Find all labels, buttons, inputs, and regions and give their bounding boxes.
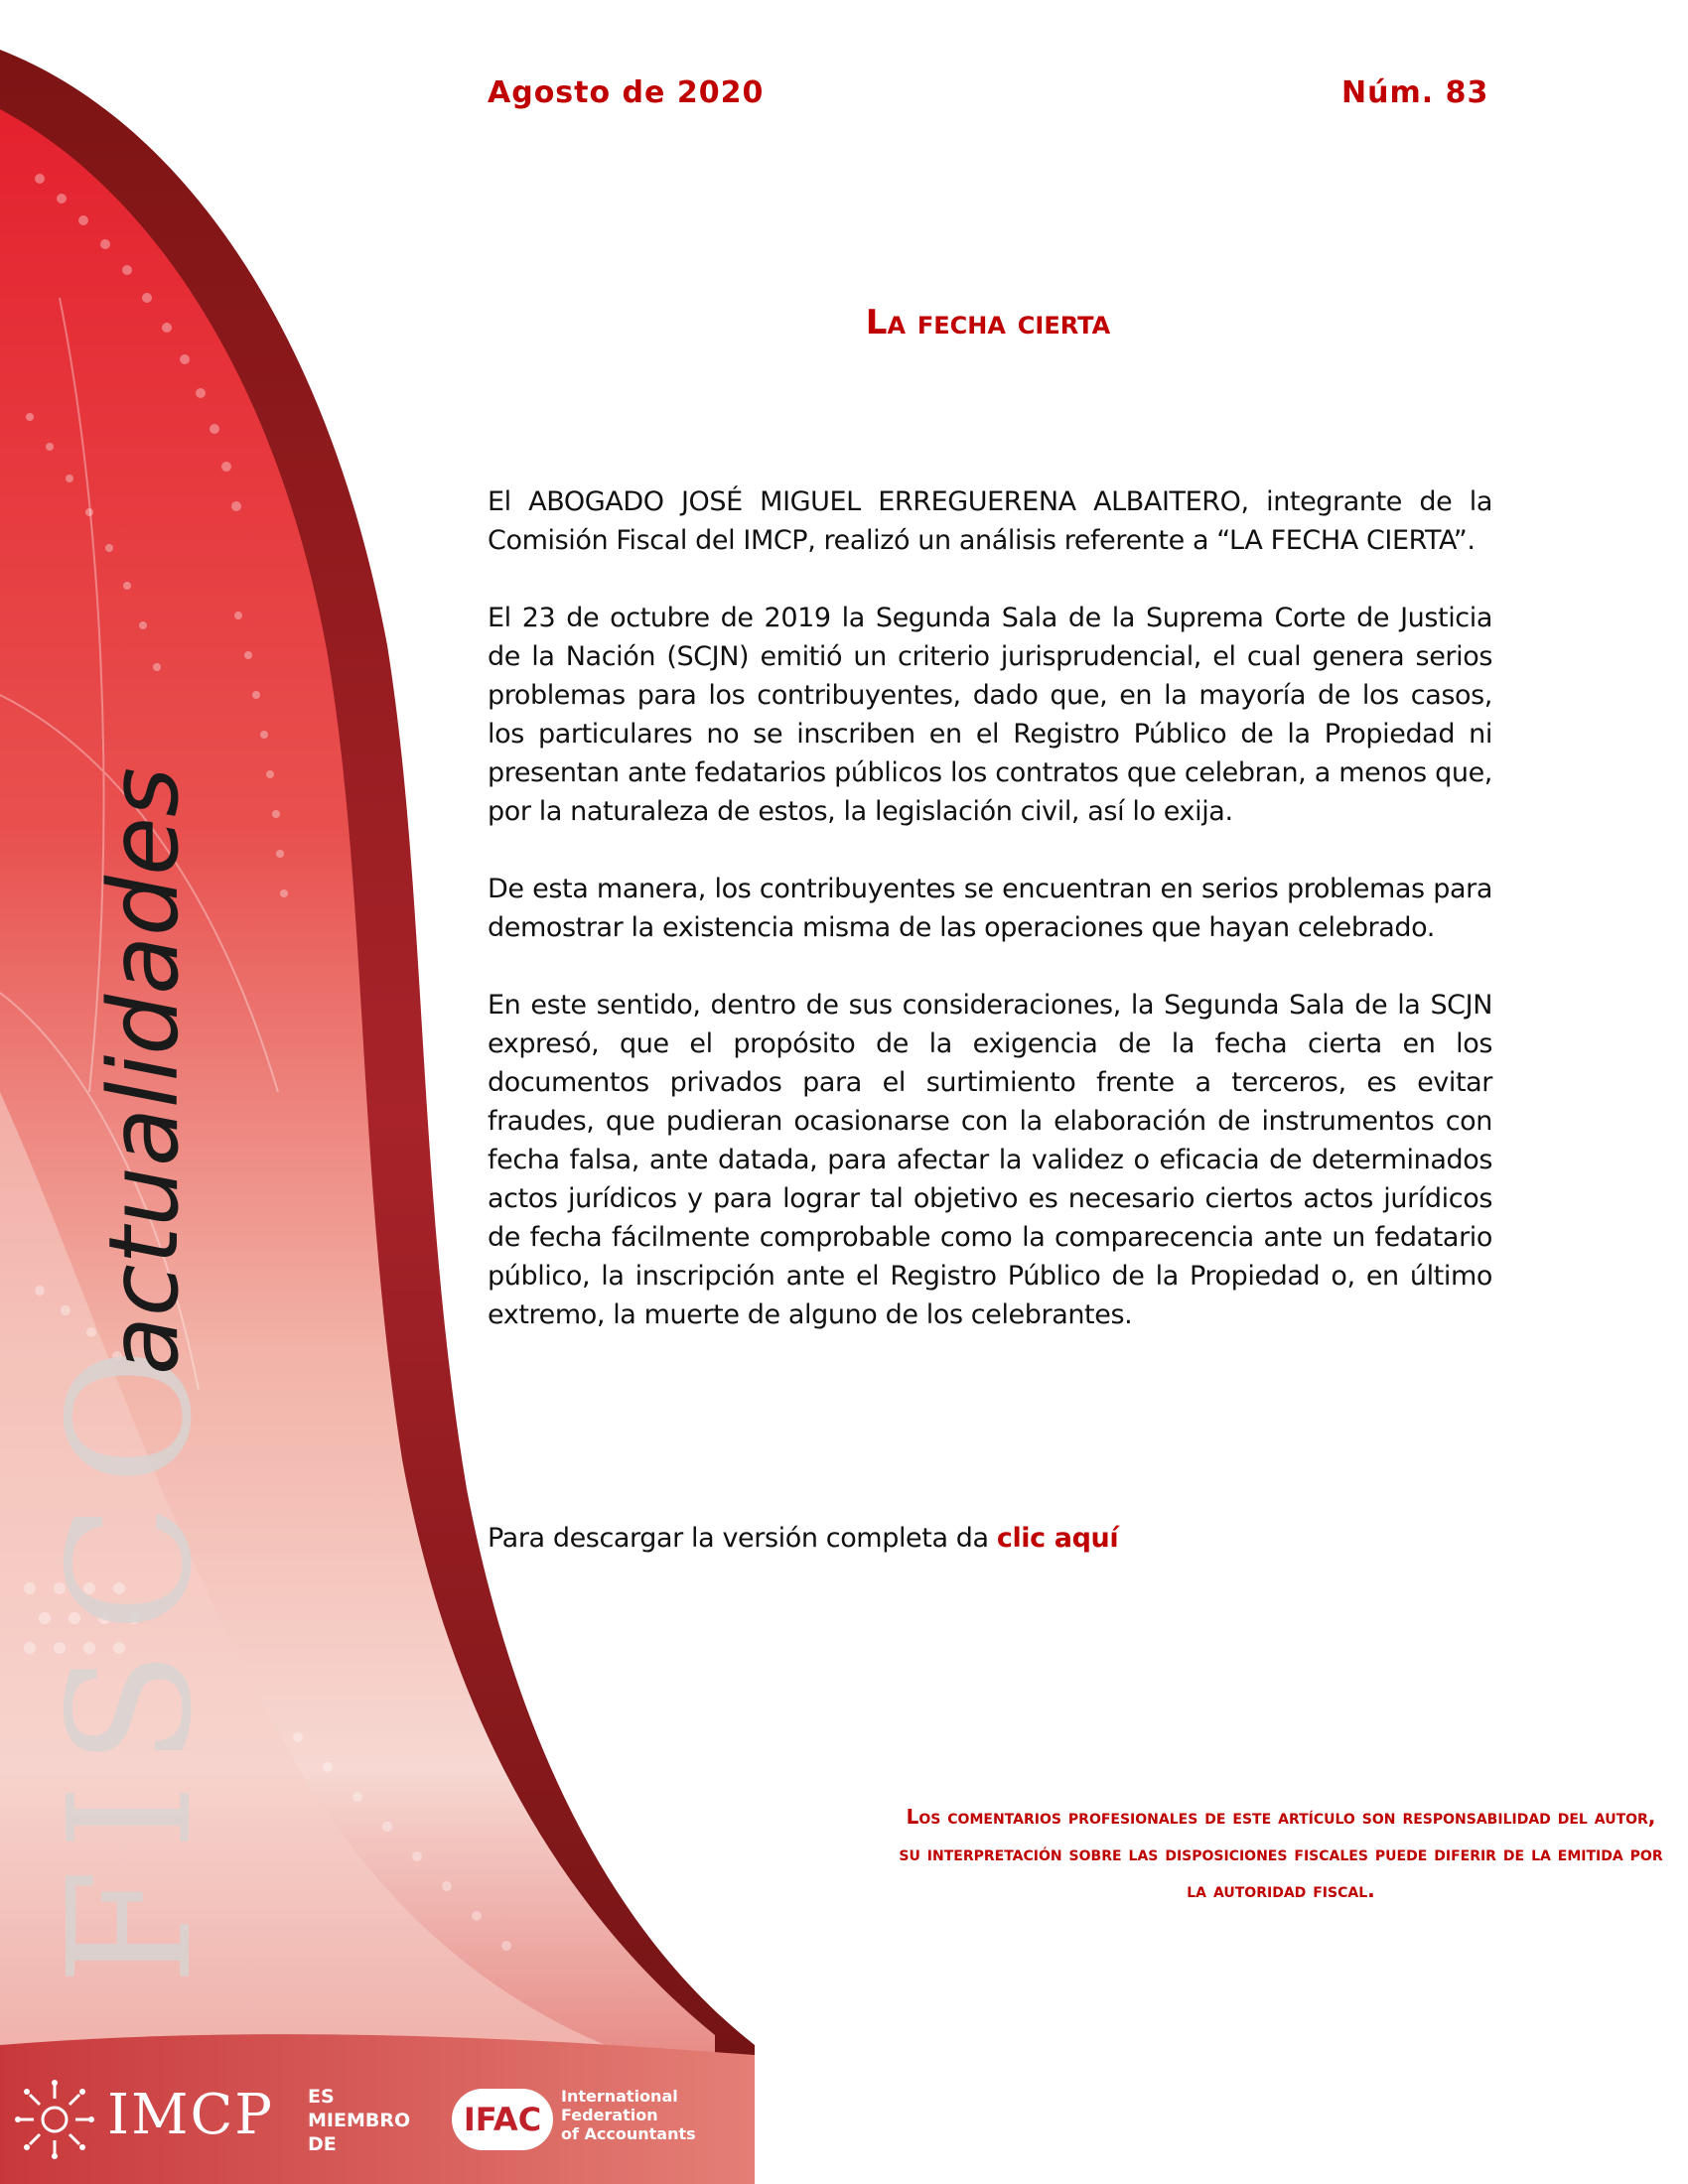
article-body xyxy=(488,482,1492,1373)
vertical-title-fisco: FISCO xyxy=(33,1328,229,1985)
paragraph: En este sentido, dentro de sus consideraciones, la Segunda Sala de la SCJN expresó, que el propósito de la exigencia de la fecha cierta en los documentos privados para el surtimiento frente a terceros, es evitar fraudes, que pudieran ocasionarse con la elaboración de instrumentos con fecha falsa, ante datada, para afectar la validez o eficacia de determinados actos jurídicos y para lograr tal objetivo es necesario ciertos actos jurídicos de fecha fácilmente comprobable como la comparecencia ante un fedatario público, la inscripción ante el Registro Público de la Propiedad o, en último extremo, la muerte de alguno de los celebrantes. xyxy=(488,990,1492,1330)
ifac-name: International Federation of Accountants xyxy=(561,2087,696,2143)
paragraph: De esta manera, los contribuyentes se encuentran en serios problemas para demostrar la existencia misma de las operaciones que hayan celebrado. xyxy=(488,874,1492,943)
vertical-subtitle-actualidades: actualidades xyxy=(88,766,200,1375)
download-link[interactable]: clic aquí xyxy=(996,1523,1119,1554)
download-text: Para descargar la versión completa da xyxy=(488,1523,997,1554)
issue-date: Agosto de 2020 xyxy=(488,75,765,110)
footer-logos xyxy=(0,2065,755,2184)
download-line xyxy=(488,1523,1118,1554)
disclaimer: Los comentarios profesionales de este artículo son responsabilidad del autor, su interpretación sobre las disposiciones fiscales puede diferir de la emitida por la autoridad fiscal. xyxy=(899,1805,1663,1902)
imcp-logo-text: IMCP xyxy=(107,2083,274,2147)
member-label: ES MIEMBRO DE xyxy=(308,2086,411,2155)
issue-number: Núm. 83 xyxy=(1341,75,1489,110)
paragraph: El 23 de octubre de 2019 la Segunda Sala de la Suprema Corte de Justicia de la Nación (SCJN) emitió un criterio jurisprudencial, el cual genera serios problemas para los contribuyentes, dado que, en la mayoría de los casos, los particulares no se inscriben en el Registro Público de la Propiedad ni presentan ante fedatarios públicos los contratos que celebran, a menos que, por la naturaleza de estos, la legislación civil, así lo exija. xyxy=(488,603,1492,827)
imcp-sun-logo-icon xyxy=(14,2079,95,2160)
ifac-logo-badge: IFAC xyxy=(452,2089,553,2150)
paragraph: El ABOGADO JOSÉ MIGUEL ERREGUERENA ALBAITERO, integrante de la Comisión Fiscal del IMCP, realizó un análisis referente a “LA FECHA CIERTA”. xyxy=(488,486,1492,556)
article-title: La fecha cierta xyxy=(865,303,1111,342)
